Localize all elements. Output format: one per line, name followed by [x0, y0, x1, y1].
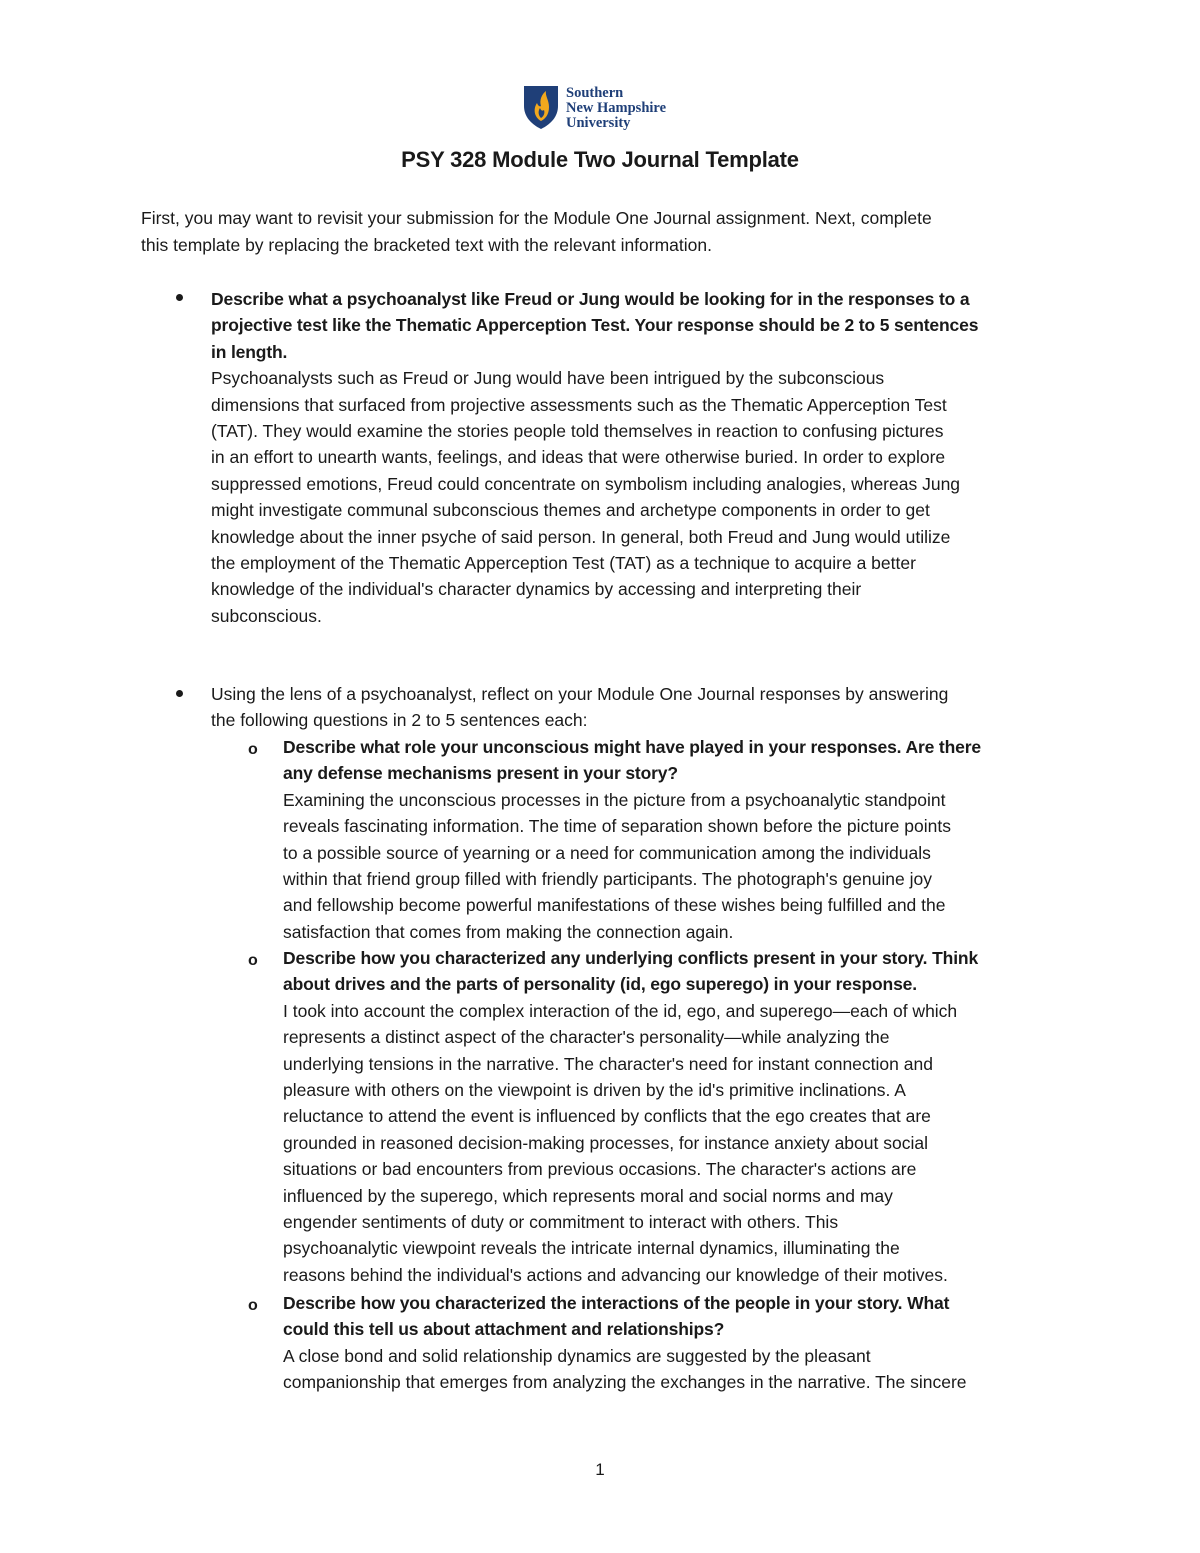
answer-line: Examining the unconscious processes in the picture from a psychoanalytic standpoint — [283, 789, 946, 810]
answer-line: knowledge about the inner psyche of said person. In general, both Freud and Jung would utilize — [211, 526, 951, 547]
answer-line: I took into account the complex interaction of the id, ego, and superego—each of which — [283, 1000, 958, 1021]
answer-line: reasons behind the individual's actions and advancing our knowledge of their motives. — [283, 1264, 948, 1285]
question-line: about drives and the parts of personality (id, ego superego) in your response. — [283, 974, 917, 995]
answer-line: subconscious. — [211, 605, 322, 626]
page-title: PSY 328 Module Two Journal Template — [401, 147, 799, 172]
answer-line: knowledge of the individual's character dynamics by accessing and interpreting their — [211, 579, 862, 600]
shield-flame-icon — [522, 84, 562, 130]
answer-line: reveals fascinating information. The time of separation shown before the picture points — [283, 816, 951, 837]
answer-line: represents a distinct aspect of the character's personality—while analyzing the — [283, 1027, 890, 1048]
sub-question-interactions — [283, 1290, 1083, 1396]
section-2-intro-line: Using the lens of a psychoanalyst, reflect on your Module One Journal responses by answering — [211, 684, 949, 704]
answer-line: pleasure with others on the viewpoint is driven by the id's primitive inclinations. A — [283, 1080, 906, 1101]
answer-line: influenced by the superego, which represents moral and social norms and may — [283, 1185, 893, 1206]
answer-line: A close bond and solid relationship dynamics are suggested by the pleasant — [283, 1345, 871, 1366]
section-2-intro-line: the following questions in 2 to 5 sentences each: — [211, 710, 588, 731]
answer-line: psychoanalytic viewpoint reveals the intricate internal dynamics, illuminating the — [283, 1238, 900, 1259]
page-number: 1 — [595, 1460, 605, 1479]
bullet-icon — [176, 294, 183, 301]
question-line: Describe what a psychoanalyst like Freud or Jung would be looking for in the responses to a — [211, 289, 970, 309]
answer-line: and fellowship become powerful manifestations of these wishes being fulfilled and the — [283, 895, 946, 916]
sub-question-unconscious — [283, 734, 1083, 945]
logo-line-3: University — [566, 115, 631, 131]
answer-line: to a possible source of yearning or a need for communication among the individuals — [283, 842, 931, 863]
answer-line: (TAT). They would examine the stories people told themselves in reaction to confusing pictures — [211, 421, 944, 442]
section-1 — [211, 286, 1091, 629]
intro-line: First, you may want to revisit your submission for the Module One Journal assignment. Next, complete — [141, 208, 932, 228]
snhu-logo — [522, 84, 692, 132]
question-line: any defense mechanisms present in your story? — [283, 763, 678, 784]
bullet-icon — [176, 690, 183, 697]
question-line: Describe how you characterized any underlying conflicts present in your story. Think — [283, 948, 979, 968]
logo-wordmark — [566, 86, 666, 131]
question-line: Describe what role your unconscious might have played in your responses. Are there — [283, 737, 981, 757]
logo-line-2: New Hampshire — [566, 100, 667, 116]
question-line: Describe how you characterized the interactions of the people in your story. What — [283, 1293, 950, 1313]
intro-paragraph — [141, 205, 1071, 258]
answer-line: reluctance to attend the event is influenced by conflicts that the ego creates that are — [283, 1106, 931, 1127]
intro-line: this template by replacing the bracketed text with the relevant information. — [141, 234, 712, 255]
question-line: could this tell us about attachment and relationships? — [283, 1319, 725, 1340]
sub-bullet-marker: o — [248, 952, 258, 969]
answer-line: engender sentiments of duty or commitment to interact with others. This — [283, 1212, 839, 1233]
answer-line: dimensions that surfaced from projective assessments such as the Thematic Apperception Test — [211, 394, 947, 415]
answer-line: situations or bad encounters from previous occasions. The character's actions are — [283, 1159, 917, 1180]
answer-line: grounded in reasoned decision-making processes, for instance anxiety about social — [283, 1132, 928, 1153]
section-2-intro — [211, 681, 1091, 734]
answer-line: might investigate communal subconscious themes and archetype components in order to get — [211, 500, 930, 521]
question-line: projective test like the Thematic Apperception Test. Your response should be 2 to 5 sentences — [211, 315, 979, 336]
answer-line: the employment of the Thematic Apperception Test (TAT) as a technique to acquire a better — [211, 553, 916, 574]
logo-line-1: Southern — [566, 85, 624, 101]
answer-line: Psychoanalysts such as Freud or Jung would have been intrigued by the subconscious — [211, 368, 885, 389]
question-line: in length. — [211, 341, 288, 362]
answer-line: companionship that emerges from analyzing the exchanges in the narrative. The sincere — [283, 1372, 967, 1393]
answer-line: suppressed emotions, Freud could concentrate on symbolism including analogies, whereas Jung — [211, 473, 961, 494]
sub-bullet-marker: o — [248, 1297, 258, 1314]
answer-line: satisfaction that comes from making the connection again. — [283, 921, 734, 942]
sub-bullet-marker: o — [248, 741, 258, 758]
sub-question-conflicts — [283, 945, 1083, 1288]
answer-line: within that friend group filled with friendly participants. The photograph's genuine joy — [283, 869, 932, 890]
answer-line: in an effort to unearth wants, feelings, and ideas that were otherwise buried. In order to explore — [211, 447, 946, 468]
answer-line: underlying tensions in the narrative. The character's need for instant connection and — [283, 1053, 933, 1074]
